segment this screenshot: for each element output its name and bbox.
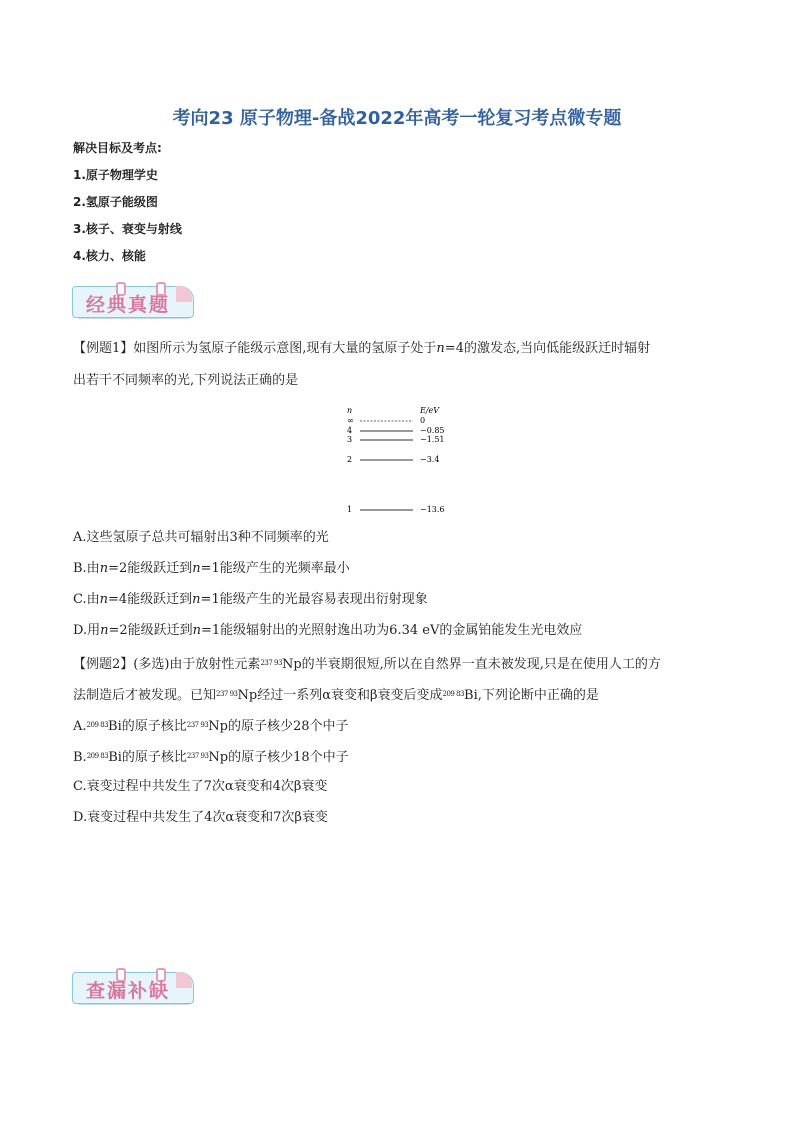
example2-option-b: B.$^{209 83}$Bi的原子核比$^{237 93}$Np的原子核少18个中子 <box>73 750 349 765</box>
stem-text: =4的激发态,当向低能级跃迁时辐射 <box>444 341 651 356</box>
example2-stem: 【例题2】(多选)由于放射性元素$^{237 93}$Np的半衰期很短,所以在自然界一直未被发现,只是在使用人工的方 <box>73 657 661 672</box>
level-n-label: 1 <box>347 505 353 514</box>
example2-option-c: C.衰变过程中共发生了7次α衰变和4次β衰变 <box>73 779 328 794</box>
level-n-label: 3 <box>347 435 353 444</box>
col-n-label: n <box>347 406 353 415</box>
example1-option-b: B.由n=2能级跃迁到n=1能级产生的光频率最小 <box>73 561 350 576</box>
stem-text: 如图所示为氢原子能级示意图,现有大量的氢原子处于 <box>133 341 437 356</box>
example-tag: 【例题1】 <box>73 341 134 356</box>
banner-label: 经典真题 <box>86 294 171 316</box>
level-e-label: −1.51 <box>420 435 445 444</box>
example2-stem-line2: 法制造后才被发现。已知$^{237 93}$Np经过一系列α衰变和β衰变后变成$^{209 83}$Bi,下列论断中正确的是 <box>73 688 599 703</box>
energy-level-diagram <box>340 404 460 516</box>
nuclide-symbol: Np <box>281 657 302 672</box>
example1-option-a: A.这些氢原子总共可辐射出3种不同频率的光 <box>73 530 329 545</box>
col-e-label: E/eV <box>420 406 440 415</box>
page-title: 考向23 原子物理-备战2022年高考一轮复习考点微专题 <box>172 108 622 129</box>
banner-label: 查漏补缺 <box>86 980 171 1002</box>
nuclide-index: 209 83 <box>442 690 465 698</box>
goal-item: 3.核子、衰变与射线 <box>73 222 182 236</box>
example1-option-c: C.由n=4能级跃迁到n=1能级产生的光最容易表现出衍射现象 <box>73 592 428 607</box>
nuclide-symbol: Np <box>237 688 258 703</box>
goal-item: 2.氢原子能级图 <box>73 195 158 209</box>
example1-option-d: D.用n=2能级跃迁到n=1能级辐射出的光照射逸出功为6.34 eV的金属铂能发生光电效应 <box>73 623 583 638</box>
nuclide-index: 237 93 <box>260 659 282 667</box>
level-e-label: −13.6 <box>420 505 445 514</box>
level-n-label: 2 <box>347 455 353 464</box>
goal-item: 1.原子物理学史 <box>73 168 158 182</box>
variable-n: n <box>436 341 445 356</box>
example1-stem <box>73 340 733 358</box>
nuclide-symbol: Bi <box>464 688 478 703</box>
level-e-label: −3.4 <box>420 455 440 464</box>
level-n-label: ∞ <box>347 416 354 425</box>
goal-item: 4.核力、核能 <box>73 249 146 263</box>
level-n-label: 4 <box>347 426 353 435</box>
classic-questions-banner <box>72 282 196 320</box>
example2-option-a: A.$^{209 83}$Bi的原子核比$^{237 93}$Np的原子核少28个中子 <box>73 719 349 734</box>
example-tag: 【例题2】 <box>73 657 134 672</box>
review-banner <box>72 968 196 1006</box>
example2-option-d: D.衰变过程中共发生了4次α衰变和7次β衰变 <box>73 810 328 825</box>
level-e-label: −0.85 <box>420 426 445 435</box>
nuclide-index: 237 93 <box>216 690 238 698</box>
level-e-label: 0 <box>420 416 426 425</box>
goals-heading: 解决目标及考点: <box>73 141 162 155</box>
example1-stem-line2: 出若干不同频率的光,下列说法正确的是 <box>73 373 299 388</box>
